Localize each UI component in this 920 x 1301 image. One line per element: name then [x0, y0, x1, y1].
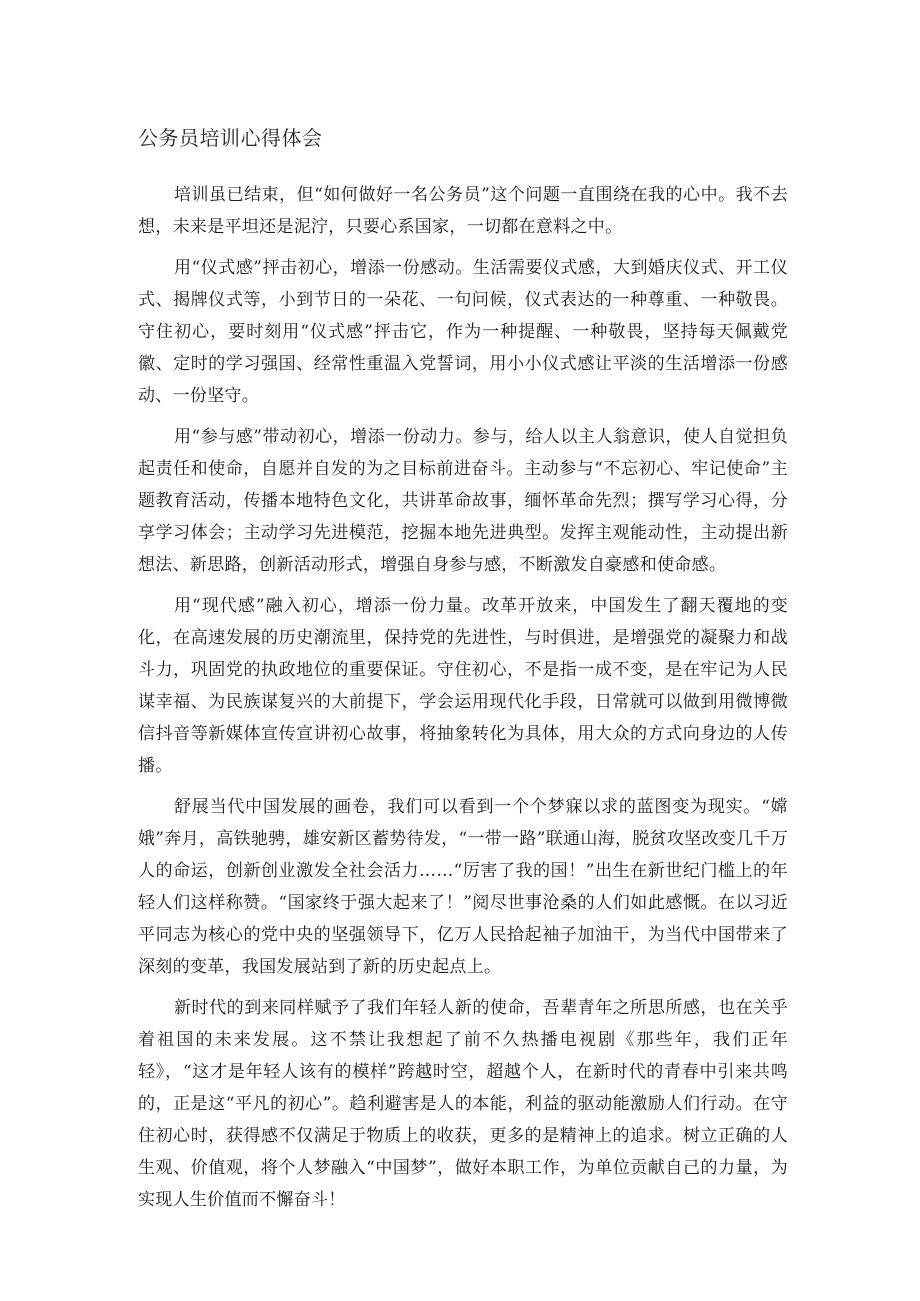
paragraph-new-era: 新时代的到来同样赋予了我们年轻人新的使命，吾辈青年之所思所感，也在关乎着祖国的未来发展。这不禁让我想起了前不久热播电视剧《那些年，我们正年轻》，“这才是年轻人该有的模样”跨越时空，超越个人，在新时代的青春中引来共鸣的，正是这“平凡的初心”。趋利避害是人的本能，利益的驱动能激励人们行动。在守住初心时，获得感不仅满足于物质上的收获，更多的是精神上的追求。树立正确的人生观、价值观，将个人梦融入“中国梦”，做好本职工作，为单位贡献自己的力量，为实现人生价值而不懈奋斗！: [138, 998, 788, 1210]
document-title: 公务员培训心得体会: [138, 126, 323, 150]
paragraph-intro: 培训虽已结束，但“如何做好一名公务员”这个问题一直围绕在我的心中。我不去想，未来是平坦还是泥泞，只要心系国家，一切都在意料之中。: [138, 185, 788, 237]
paragraph-ritual: 用“仪式感”抨击初心，增添一份感动。生活需要仪式感，大到婚庆仪式、开工仪式、揭牌仪式等，小到节日的一朵花、一句问候，仪式表达的一种尊重、一种敬畏。守住初心，要时刻用“仪式感”抨击它，作为一种提醒、一种敬畏，坚持每天佩戴党徽、定时的学习强国、经常性重温入党誓词，用小小仪式感让平淡的生活增添一份感动、一份坚守。: [138, 258, 788, 406]
paragraph-development: 舒展当代中国发展的画卷，我们可以看到一个个梦寐以求的蓝图变为现实。“嫦娥”奔月，高铁驰骋，雄安新区蓄势待发，“一带一路”联通山海，脱贫攻坚改变几千万人的命运，创新创业激发全社会活力……“厉害了我的国！”出生在新世纪门槛上的年轻人们这样称赞。“国家终于强大起来了！”阅尽世事沧桑的人们如此感慨。在以习近平同志为核心的党中央的坚强领导下，亿万人民拾起袖子加油干，为当代中国带来了深刻的变革，我国发展站到了新的历史起点上。: [138, 797, 788, 977]
paragraph-participation: 用“参与感”带动初心，增添一份动力。参与，给人以主人翁意识，使人自觉担负起责任和使命，自愿并自发的为之目标前进奋斗。主动参与“不忘初心、牢记使命”主题教育活动，传播本地特色文化，共讲革命故事，缅怀革命先烈；撰写学习心得，分享学习体会；主动学习先进模范，挖掘本地先进典型。发挥主观能动性，主动提出新想法、新思路，创新活动形式，增强自身参与感，不断激发自豪感和使命感。: [138, 427, 788, 575]
paragraph-modern: 用“现代感”融入初心，增添一份力量。改革开放来，中国发生了翻天覆地的变化，在高速发展的历史潮流里，保持党的先进性，与时俱进，是增强党的凝聚力和战斗力，巩固党的执政地位的重要保证。守住初心，不是指一成不变，是在牢记为人民谋幸福、为民族谋复兴的大前提下，学会运用现代化手段，日常就可以做到用微博微信抖音等新媒体宣传宣讲初心故事，将抽象转化为具体，用大众的方式向身边的人传播。: [138, 596, 788, 776]
document-page: [138, 118, 788, 1225]
